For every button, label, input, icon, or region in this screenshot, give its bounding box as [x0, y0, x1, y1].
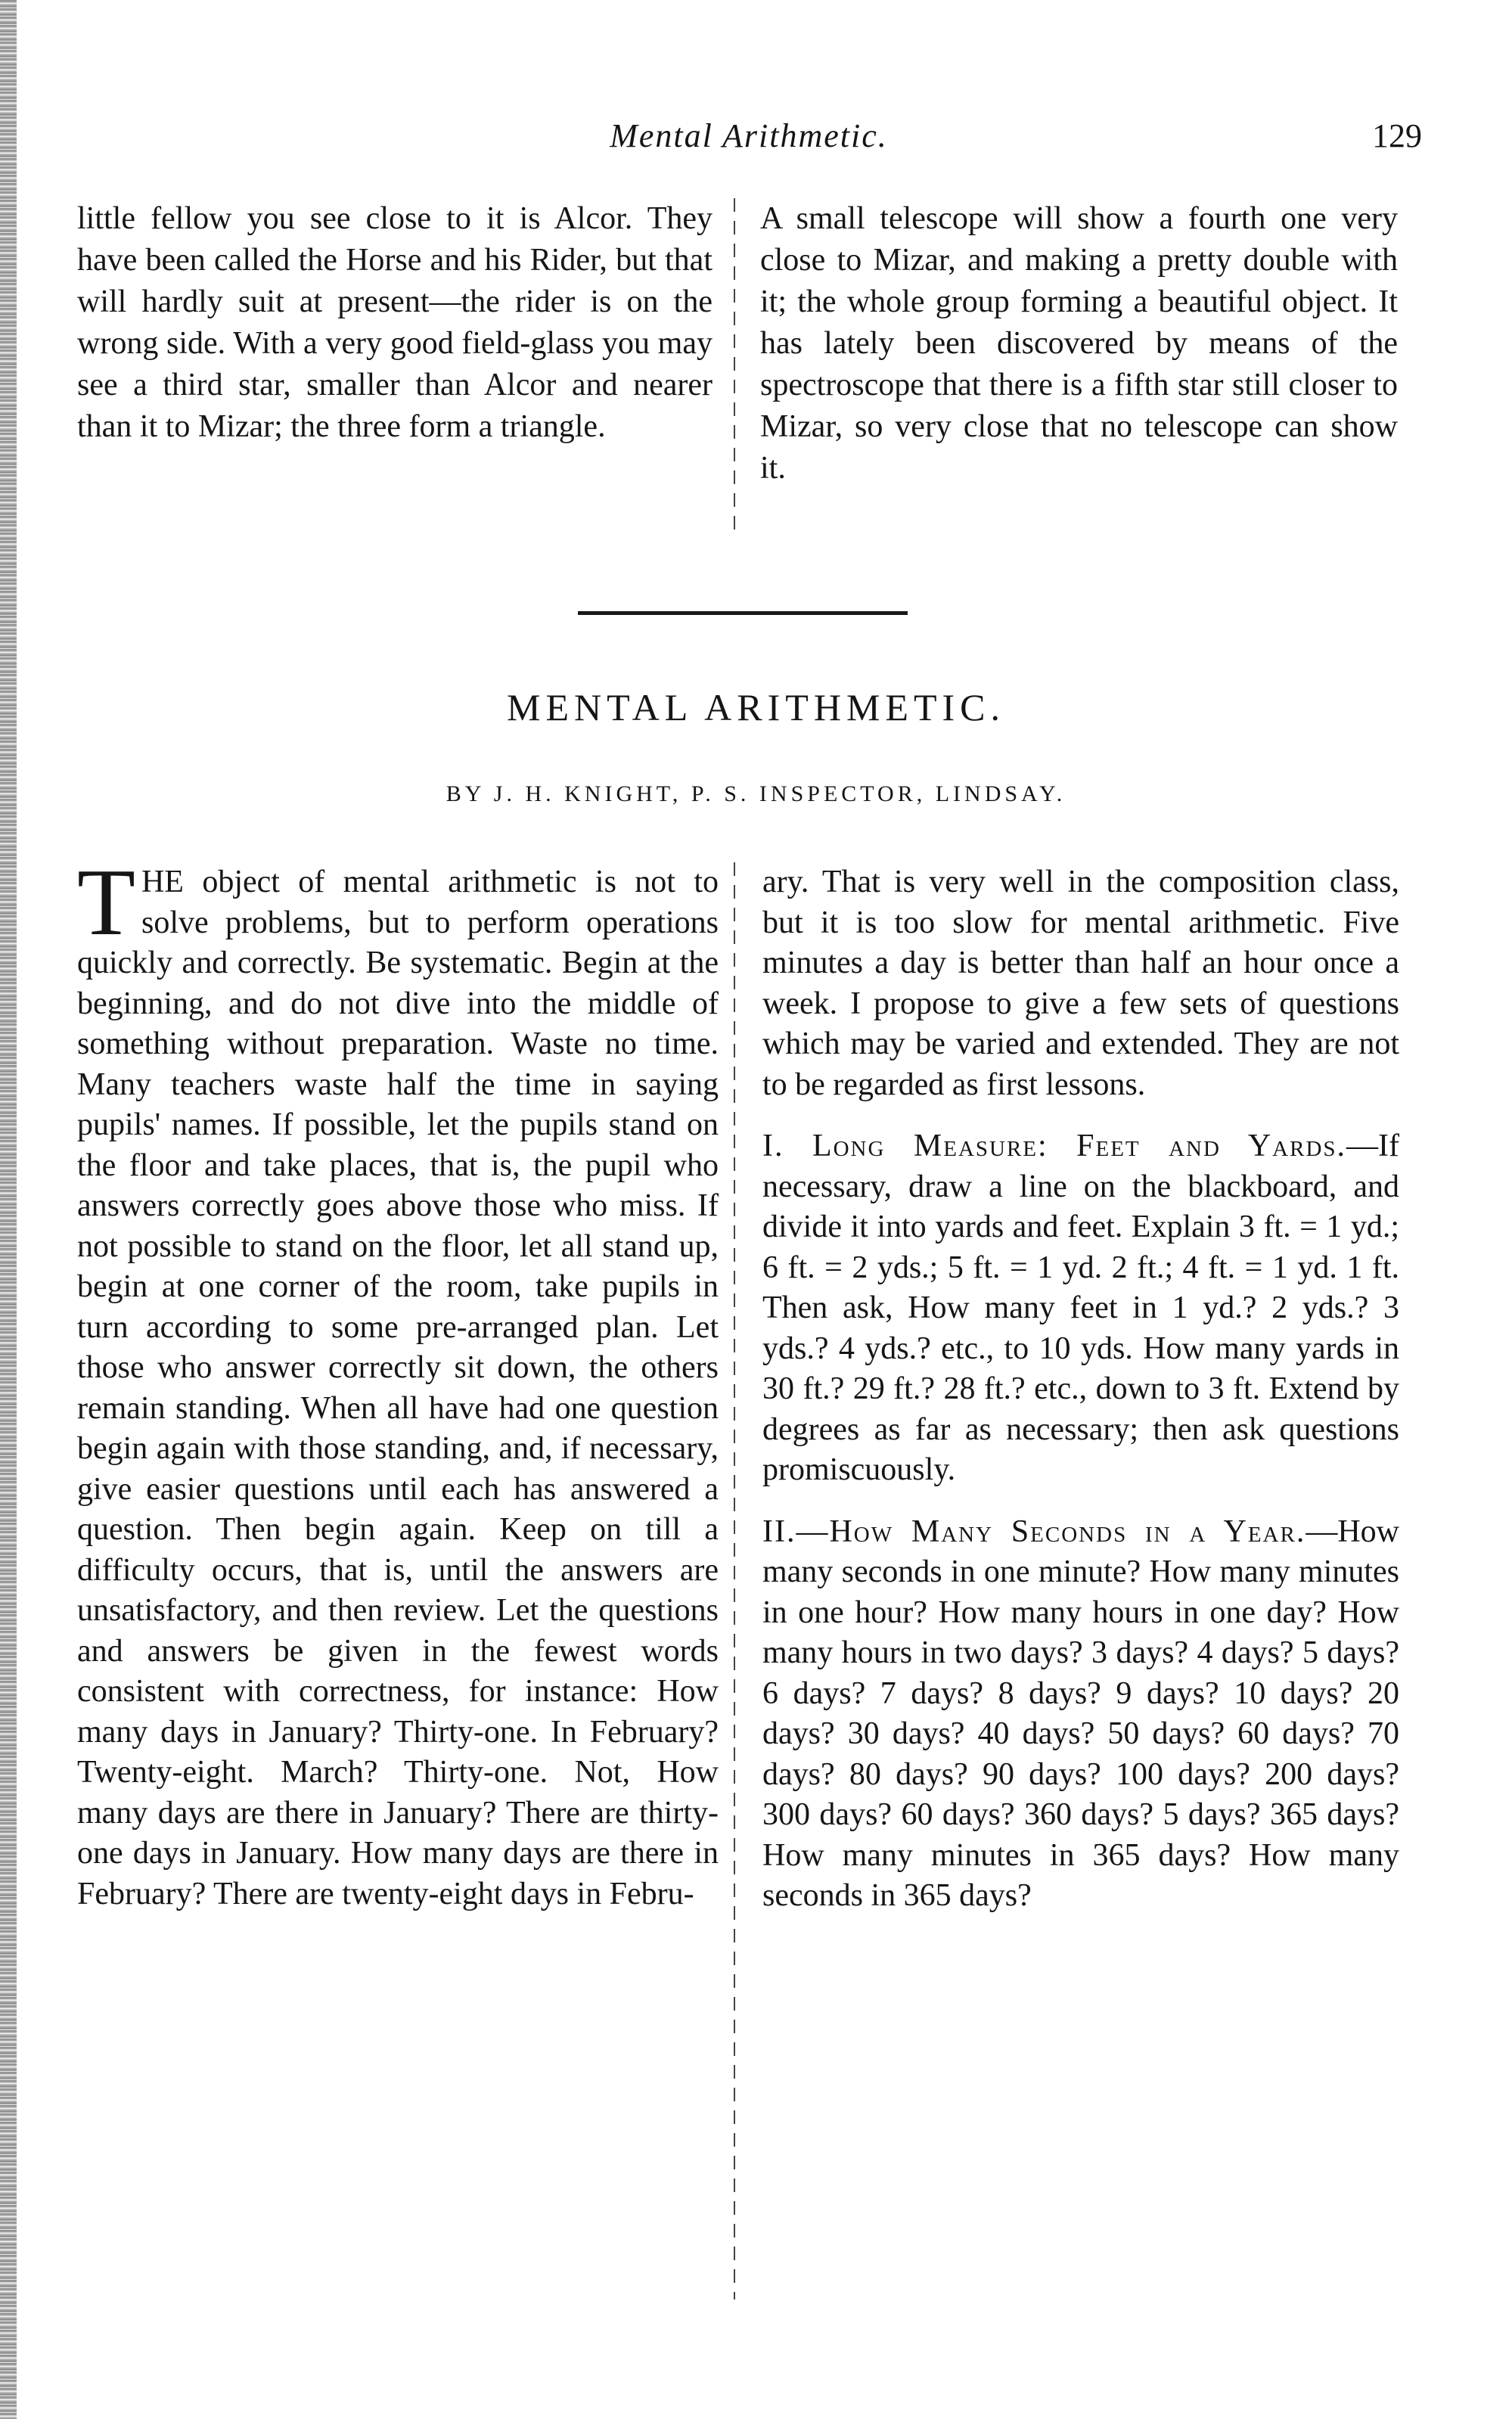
article-byline: BY J. H. KNIGHT, P. S. INSPECTOR, LINDSAY.: [446, 781, 1066, 806]
article-column-right: [762, 862, 1399, 1917]
running-head: [76, 113, 1422, 159]
article-column-left: [77, 850, 719, 1914]
section-seconds-text: —How many seconds in one minute? How many minutes in one hour? How many hours in one day? How many hours in two days? 3 days? 4 days? 5 days? 6 days? 7 days? 8 days? 9 days? 10 days? 20 days? 30 days? 40 days? 50 days? 60 days? 70 days? 80 days? 90 days? 100 days? 200 days? 300 days? 60 days? 360 days? 5 days? 365 days? How many minutes in 365 days? How many seconds in 365 days?: [762, 1514, 1399, 1913]
section-seconds-in-year: [762, 1512, 1399, 1917]
intro-text-left: HE object of mental arithmetic is not to solve problems, but to perform operations quickly and correctly. Be systematic. Begin at the beginning, and do not dive into the middle of something without preparation. Waste no time. Many teachers waste half the time in saying pupils' names. If possible, let the pupils stand on the floor and take places, that is, the pupil who answers correctly goes above those who miss. If not possible to stand on the floor, let all stand up, begin at one corner of the room, take pupils in turn according to some pre-arranged plan. Let those who answer correctly sit down, the others remain standing. When all have had one question begin again with those standing, and, if necessary, give easier questions until each has answered a question. Then begin again. Keep on till a difficulty occurs, that is, until the answers are unsatisfactory, and then review. Let the questions and answers be given in the fewest words consistent with correctness, for instance: How many days in January? Thirty-one. In February? Twenty-eight. March? Thirty-one. Not, How many days are there in January? There are thirty-one days in January. How many days are there in February? There are twenty-eight days in Febru-: [77, 865, 719, 1911]
section-long-measure-heading: I. Long Measure: Feet and Yards.: [762, 1129, 1347, 1163]
section-long-measure: [762, 1126, 1399, 1491]
section-long-measure-text: —If necessary, draw a line on the blackboard, and divide it into yards and feet. Explain 3 ft. = 1 yd.; 6 ft. = 2 yds.; 5 ft. = 1 yd. 2 ft.; 4 ft. = 1 yd. 1 ft. Then ask, How many feet in 1 yd.? 2 yds.? 3 yds.? 4 yds.? etc., to 10 yds. How many yards in 30 ft.? 29 ft.? 28 ft.? etc., down to 3 ft. Extend by degrees as far as necessary; then ask questions promiscuously.: [762, 1129, 1399, 1487]
column-rule-bottom: [734, 862, 735, 2299]
article-title: MENTAL ARITHMETIC.: [507, 686, 1005, 728]
page-number: 129: [1372, 117, 1422, 154]
intro-paragraph: [77, 850, 719, 1914]
section-seconds-heading: II.—How Many Seconds in a Year.: [762, 1514, 1306, 1549]
continued-text-right: [760, 198, 1398, 489]
continued-paragraph-left: little fellow you see close to it is Alcor. They have been called the Horse and his Rider, but that will hardly suit at present—the rider is on the wrong side. With a very good field-glass you may see a third star, smaller than Alcor and nearer than it to Mizar; the three form a triangle.: [77, 201, 713, 444]
continued-text-left: [77, 198, 713, 448]
column-rule-top: [734, 198, 735, 531]
running-title: Mental Arithmetic.: [610, 117, 888, 154]
section-divider: [578, 611, 908, 615]
scanned-page-edge: [0, 0, 17, 2419]
continued-paragraph-right: A small telescope will show a fourth one very close to Mizar, and making a pretty double with it; the whole group forming a beautiful object. It has lately been discovered by means of the spectroscope that there is a fifth star still closer to Mizar, so very close that no telescope can show it.: [760, 201, 1398, 486]
intro-text-right: ary. That is very well in the composition class, but it is too slow for mental arithmetic. Five minutes a day is better than half an hour once a week. I propose to give a few sets of questions which may be varied and extended. They are not to be regarded as first lessons.: [762, 865, 1399, 1102]
drop-cap: T: [77, 850, 135, 955]
